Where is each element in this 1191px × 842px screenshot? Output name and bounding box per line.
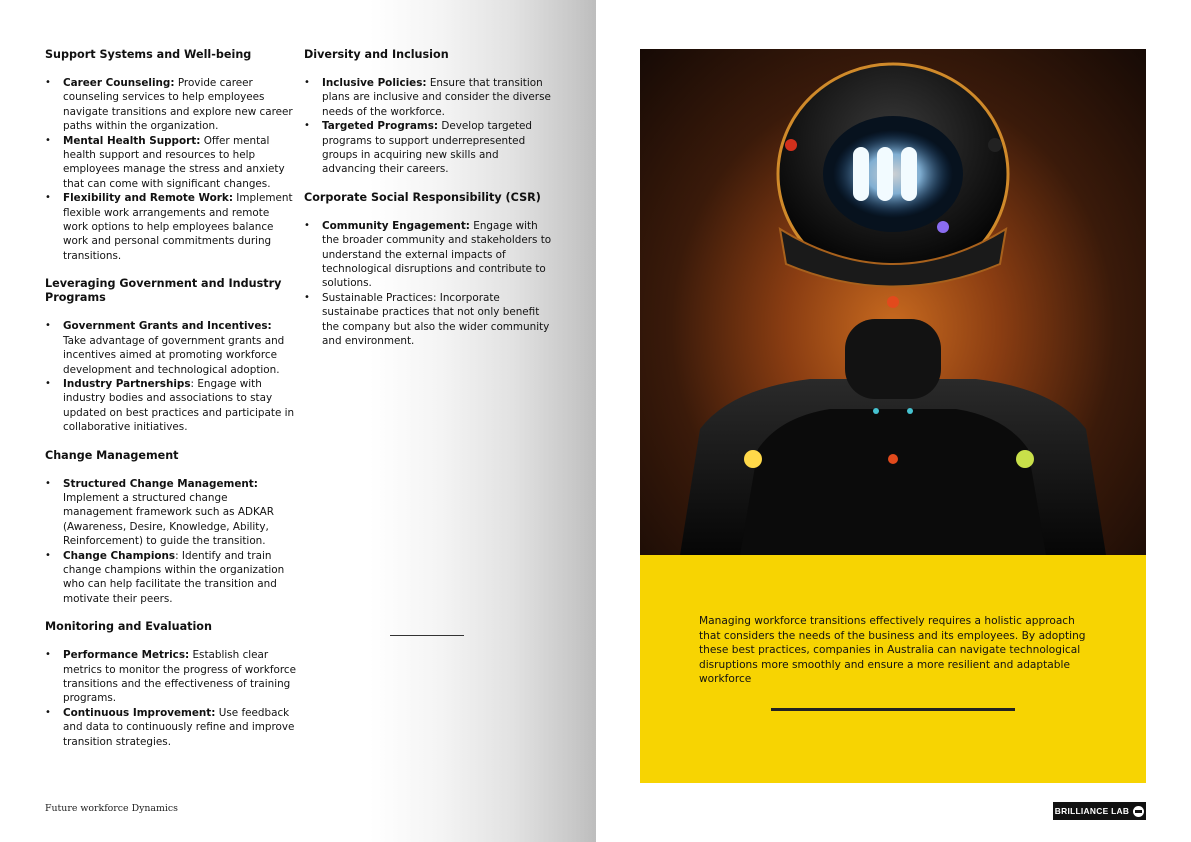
section-monitoring <box>45 620 297 749</box>
list-item <box>45 477 297 549</box>
item-text: Establish clear metrics to monitor the progress of workforce transitions and the effectiveness of training programs. <box>63 649 297 705</box>
item-text: : Engage with industry bodies and associations to stay updated on best practices and participate in collaborative initiatives. <box>63 377 295 434</box>
item-text: Sustainable Practices: Incorporate sustainabe practices that not only benefit the company but also the wider community and environment. <box>322 291 550 348</box>
item-term: Mental Health Support: <box>63 134 201 147</box>
item-text: Ensure that transition plans are inclusive and consider the diverse needs of the workforce. <box>322 77 551 118</box>
list-item <box>45 319 297 377</box>
item-term: Structured Change Management: <box>63 477 258 490</box>
bullet-list <box>45 76 297 263</box>
divider-rule <box>390 635 464 636</box>
item-term: Flexibility and Remote Work: <box>63 192 233 205</box>
item-text: Use feedback and data to continuously refine and improve transition strategies. <box>63 706 295 748</box>
bullet-list <box>304 76 552 177</box>
section-heading: Leveraging Government and Industry Programs <box>45 277 282 305</box>
item-term: Performance Metrics: <box>63 649 190 662</box>
section-heading: Corporate Social Responsibility (CSR) <box>304 190 541 204</box>
section-heading: Change Management <box>45 448 179 462</box>
bullet-list <box>45 319 297 434</box>
bullet-list <box>304 219 552 349</box>
callout-box <box>640 555 1146 783</box>
section-heading: Monitoring and Evaluation <box>45 620 212 634</box>
bullet-list <box>45 477 297 607</box>
brand-badge <box>1053 802 1146 820</box>
section-support-systems <box>45 48 297 263</box>
brand-name: BRILLIANCE LAB <box>1054 806 1130 816</box>
item-text: Implement flexible work arrangements and remote work options to help employees balance work and personal commitments during transitions. <box>63 192 293 262</box>
item-term: Community Engagement: <box>322 219 470 232</box>
item-term: Targeted Programs: <box>322 120 439 133</box>
list-item <box>45 549 297 607</box>
section-heading: Diversity and Inclusion <box>304 48 449 61</box>
item-text: Take advantage of government grants and incentives aimed at promoting workforce development and technological adoption. <box>63 334 285 376</box>
item-term: Change Champions <box>63 549 176 562</box>
item-text: Engage with the broader community and stakeholders to understand the external impacts of technological disruptions and contribute to solutions. <box>322 219 552 290</box>
page-footer: Future workforce Dynamics <box>45 803 178 814</box>
list-item <box>45 706 297 749</box>
list-item <box>45 76 297 134</box>
list-item <box>45 377 297 435</box>
item-text: Provide career counseling services to help employees navigate transitions and explore new career paths within the organization. <box>63 77 293 133</box>
list-item <box>304 219 552 291</box>
bullet-list <box>45 648 297 749</box>
column-a <box>45 48 297 763</box>
list-item <box>304 291 552 349</box>
globe-icon <box>1133 806 1144 817</box>
item-text: Implement a structured change management framework such as ADKAR (Awareness, Desire, Knowledge, Ability, Reinforcement) to guide the transition. <box>63 491 274 548</box>
section-diversity <box>304 48 552 177</box>
section-heading: Support Systems and Well-being <box>45 48 252 61</box>
item-text: Develop targeted programs to support underrepresented groups in acquiring new skills and advancing their careers. <box>322 120 533 176</box>
item-term: Continuous Improvement: <box>63 706 216 719</box>
list-item <box>304 119 552 177</box>
list-item <box>304 76 552 119</box>
item-term: Career Counseling: <box>63 77 175 89</box>
robot-illustration <box>640 49 1146 555</box>
right-page <box>596 0 1191 842</box>
item-term: Industry Partnerships <box>63 377 191 390</box>
section-government-programs <box>45 277 297 434</box>
callout-text: Managing workforce transitions effectively requires a holistic approach that considers the needs of the business and its employees. By adopting these best practices, companies in Australia can navigate technological disruptions more smoothly and ensure a more resilient and adaptable workforce <box>699 615 1086 686</box>
section-csr <box>304 191 552 349</box>
item-text: Offer mental health support and resources to help employees manage the stress and anxiety that can come with significant changes. <box>63 134 285 190</box>
list-item <box>45 134 297 192</box>
section-change-management <box>45 449 297 607</box>
list-item <box>45 191 297 263</box>
item-term: Government Grants and Incentives: <box>63 320 272 333</box>
column-b <box>304 48 552 363</box>
item-text: : Identify and train change champions within the organization who can help facilitate the transition and motivate their peers. <box>63 549 285 605</box>
list-item <box>45 648 297 706</box>
callout-rule <box>771 708 1015 711</box>
item-term: Inclusive Policies: <box>322 77 427 89</box>
robot-photo <box>640 49 1146 555</box>
